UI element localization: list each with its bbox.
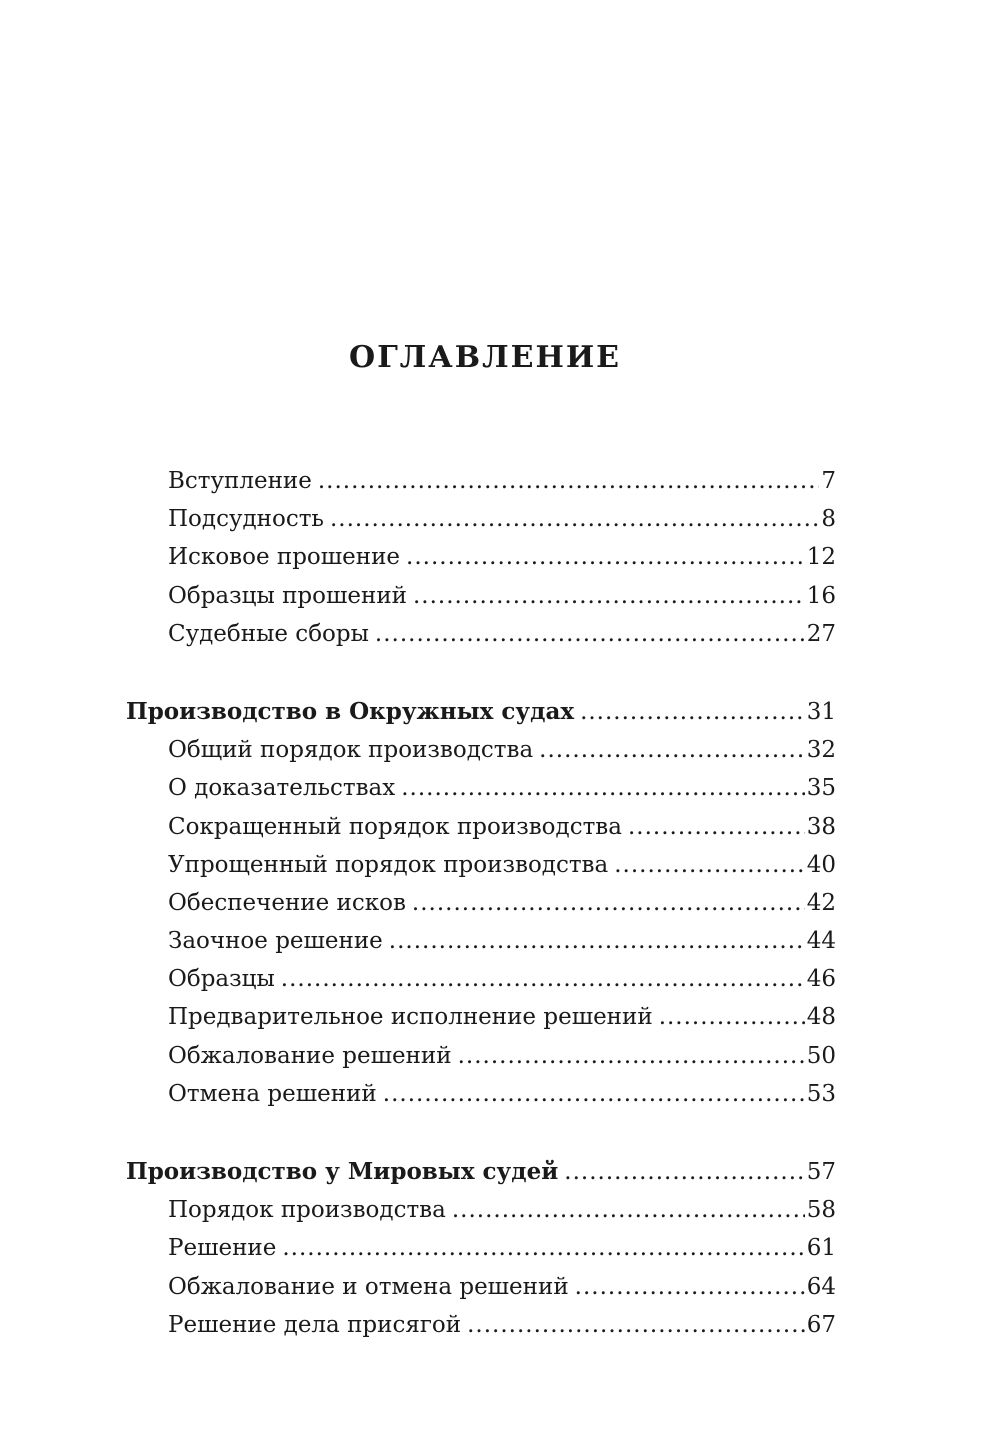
dot-leader	[412, 884, 805, 922]
toc-entry-label: Решение	[168, 1235, 277, 1262]
dot-leader	[452, 1191, 805, 1229]
toc-entry-label: О доказательствах	[168, 775, 396, 802]
toc-entry-label: Порядок производства	[168, 1197, 446, 1224]
toc-entry[interactable]	[126, 500, 836, 538]
toc-entry-page: 16	[806, 582, 836, 609]
dot-leader	[659, 998, 805, 1036]
toc-group-intro	[126, 462, 836, 653]
toc-entry[interactable]	[126, 462, 836, 500]
dot-leader	[375, 615, 805, 653]
toc-entry[interactable]	[126, 1075, 836, 1113]
toc-heading-label: Производство у Мировых судей	[126, 1158, 559, 1185]
toc-entry-label: Обжалование решений	[168, 1042, 452, 1069]
dot-leader	[564, 1153, 804, 1191]
toc-entry-page: 44	[806, 928, 836, 955]
toc-entry[interactable]	[126, 808, 836, 846]
toc-entry-page: 42	[806, 889, 836, 916]
toc-entry[interactable]	[126, 1306, 836, 1344]
toc-entry[interactable]	[126, 846, 836, 884]
toc-entry-label: Заочное решение	[168, 928, 383, 955]
toc-entry-page: 8	[821, 506, 836, 533]
toc-section-heading[interactable]	[126, 1153, 836, 1191]
dot-leader	[575, 1268, 805, 1306]
toc-entry-label: Общий порядок производства	[168, 737, 534, 764]
dot-leader	[467, 1306, 805, 1344]
dot-leader	[413, 577, 805, 615]
toc-entry-label: Предварительное исполнение решений	[168, 1004, 653, 1031]
toc-entry[interactable]	[126, 731, 836, 769]
toc-entry-page: 67	[806, 1311, 836, 1338]
toc-entry[interactable]	[126, 1037, 836, 1075]
toc-entry[interactable]	[126, 769, 836, 807]
dot-leader	[628, 808, 805, 846]
toc-heading-label: Производство в Окружных судах	[126, 697, 575, 725]
page-title: ОГЛАВЛЕНИЕ	[348, 340, 622, 375]
toc-entry[interactable]	[126, 960, 836, 998]
toc-entry-label: Образцы	[168, 966, 275, 993]
toc-entry[interactable]	[126, 615, 836, 653]
dot-leader	[282, 1229, 804, 1267]
toc-entry-page: 46	[806, 966, 836, 993]
toc-entry-label: Отмена решений	[168, 1080, 377, 1107]
dot-leader	[389, 922, 805, 960]
toc-group-justices-of-peace	[126, 1153, 836, 1344]
dot-leader	[539, 731, 805, 769]
toc-entry-label: Исковое прошение	[168, 544, 401, 571]
dot-leader	[281, 960, 805, 998]
toc-entry-page: 50	[806, 1042, 836, 1069]
toc-entry[interactable]	[126, 884, 836, 922]
dot-leader	[401, 769, 804, 807]
toc-entry-page: 27	[806, 620, 836, 647]
dot-leader	[406, 538, 805, 576]
dot-leader	[383, 1075, 805, 1113]
toc-entry-page: 53	[806, 1080, 836, 1107]
toc-entry-page: 40	[806, 851, 836, 878]
toc-entry-label: Судебные сборы	[168, 620, 369, 647]
toc-entry-label: Решение дела присягой	[168, 1311, 462, 1338]
table-of-contents	[126, 462, 836, 1344]
toc-entry[interactable]	[126, 922, 836, 960]
dot-leader	[458, 1037, 805, 1075]
toc-entry[interactable]	[126, 1191, 836, 1229]
toc-entry-page: 7	[821, 468, 836, 494]
toc-heading-page: 31	[806, 698, 836, 725]
dot-leader	[580, 693, 805, 731]
toc-group-district-courts	[126, 693, 836, 1113]
toc-entry-label: Сокращенный порядок производства	[168, 813, 622, 840]
toc-entry[interactable]	[126, 577, 836, 615]
toc-entry-page: 48	[806, 1004, 836, 1031]
toc-entry-label: Подсудность	[168, 506, 324, 533]
dot-leader	[318, 462, 819, 500]
dot-leader	[614, 846, 804, 884]
toc-entry[interactable]	[126, 998, 836, 1036]
toc-entry-page: 32	[806, 737, 836, 764]
toc-entry-page: 35	[806, 775, 836, 802]
toc-entry-page: 64	[806, 1273, 836, 1300]
toc-heading-page: 57	[806, 1159, 836, 1185]
toc-entry-page: 38	[806, 813, 836, 840]
toc-entry[interactable]	[126, 538, 836, 576]
toc-entry[interactable]	[126, 1268, 836, 1306]
toc-entry-label: Вступление	[168, 468, 312, 494]
toc-entry-label: Упрощенный порядок производства	[168, 851, 609, 878]
toc-entry-label: Обжалование и отмена решений	[168, 1273, 569, 1300]
toc-entry-page: 61	[806, 1235, 836, 1262]
toc-entry-page: 58	[806, 1197, 836, 1224]
dot-leader	[330, 500, 819, 538]
toc-entry-label: Обеспечение исков	[168, 889, 406, 916]
toc-section-heading[interactable]	[126, 693, 836, 731]
toc-entry[interactable]	[126, 1229, 836, 1267]
toc-entry-label: Образцы прошений	[168, 582, 407, 609]
toc-entry-page: 12	[806, 544, 836, 571]
